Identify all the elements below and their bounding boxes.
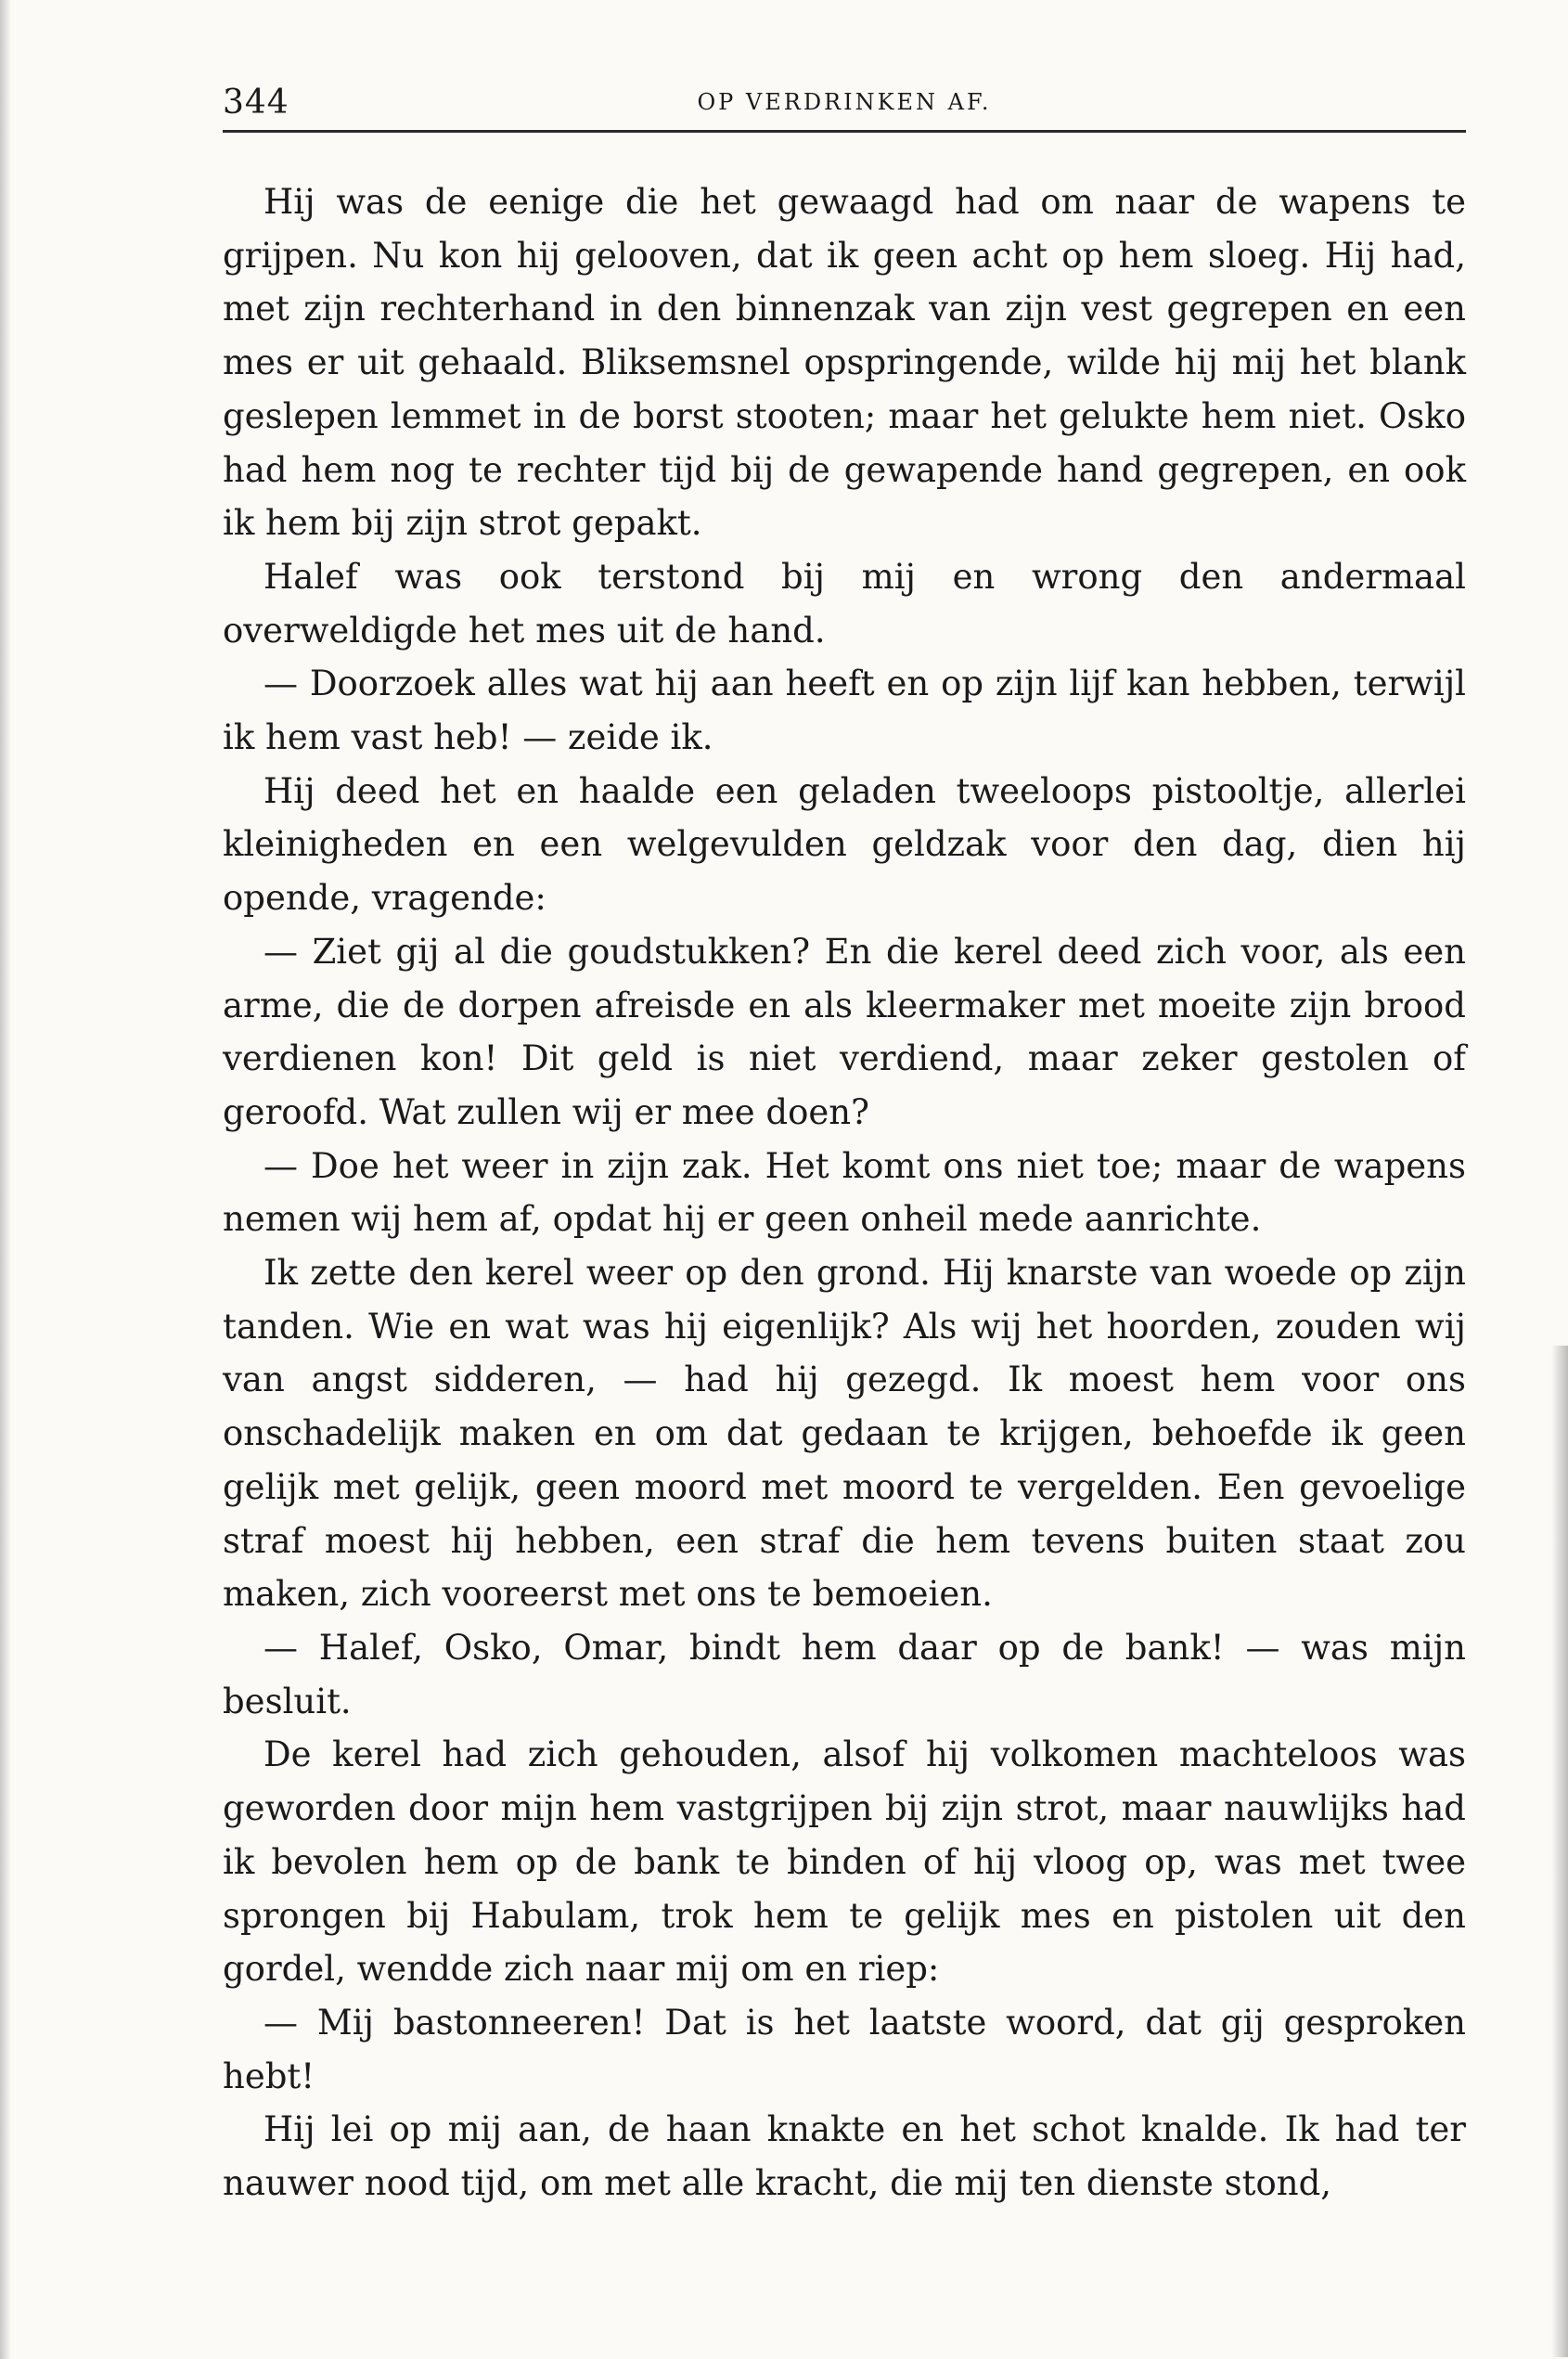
page-number: 344	[223, 84, 289, 122]
paragraph: — Doorzoek alles wat hij aan heeft en op zijn lijf kan hebben, terwijl ik hem vast heb! — zeide ik.	[223, 664, 1466, 758]
scan-edge-right	[1551, 1346, 1568, 2357]
paragraph: Hij was de eenige die het gewaagd had om naar de wapens te grijpen. Nu kon hij gelooven, dat ik geen acht op hem sloeg. Hij had, met zijn rechterhand in den binnenzak van zijn vest gegrepen en een mes er uit gehaald. Bliksemsnel opspringende, wilde hij mij het blank geslepen lemmet in de borst stooten; maar het gelukte hem niet. Osko had hem nog te rechter tijd bij de gewapende hand gegrepen, en ook ik hem bij zijn strot gepakt.	[223, 182, 1466, 544]
paragraph: Halef was ook terstond bij mij en wrong den andermaal overweldigde het mes uit de hand.	[223, 556, 1466, 651]
paragraph: De kerel had zich gehouden, alsof hij volkomen machteloos was geworden door mijn hem vastgrijpen bij zijn strot, maar nauwlijks had ik bevolen hem op de bank te binden of hij vloog op, was met twee sprongen bij Habulam, trok hem te gelijk mes en pistolen uit den gordel, wendde zich naar mij om en riep:	[223, 1734, 1466, 1990]
body-text	[223, 175, 1466, 2211]
paragraph: Hij deed het en haalde een geladen tweeloops pistooltje, allerlei kleinigheden en een welgevulden geldzak voor den dag, dien hij opende, vragende:	[223, 770, 1466, 919]
paragraph: — Mij bastonneeren! Dat is het laatste woord, dat gij gesproken hebt!	[223, 2002, 1466, 2096]
paragraph: Ik zette den kerel weer op den grond. Hij knarste van woede op zijn tanden. Wie en wat was hij eigenlijk? Als wij het hoorden, zouden wij van angst sidderen, — had hij gezegd. Ik moest hem voor ons onschadelijk maken en om dat gedaan te krijgen, behoefde ik geen gelijk met gelijk, geen moord met moord te vergelden. Een gevoelige straf moest hij hebben, een straf die hem tevens buiten staat zou maken, zich vooreerst met ons te bemoeien.	[223, 1253, 1466, 1615]
paragraph: — Halef, Osko, Omar, bindt hem daar op de bank! — was mijn besluit.	[223, 1627, 1466, 1721]
book-page	[223, 74, 1466, 2211]
running-title: OP VERDRINKEN AF.	[697, 89, 992, 115]
running-head	[223, 74, 1466, 133]
paragraph: — Ziet gij al die goudstukken? En die kerel deed zich voor, als een arme, die de dorpen afreisde en als kleermaker met moeite zijn brood verdienen kon! Dit geld is niet verdiend, maar zeker gestolen of geroofd. Wat zullen wij er mee doen?	[223, 931, 1466, 1132]
paragraph: — Doe het weer in zijn zak. Het komt ons niet toe; maar de wapens nemen wij hem af, opdat hij er geen onheil mede aanrichte.	[223, 1145, 1466, 1240]
paragraph: Hij lei op mij aan, de haan knakte en het schot knalde. Ik had ter nauwer nood tijd, om met alle kracht, die mij ten dienste stond,	[223, 2109, 1466, 2204]
scan-edge-left	[0, 0, 11, 2359]
